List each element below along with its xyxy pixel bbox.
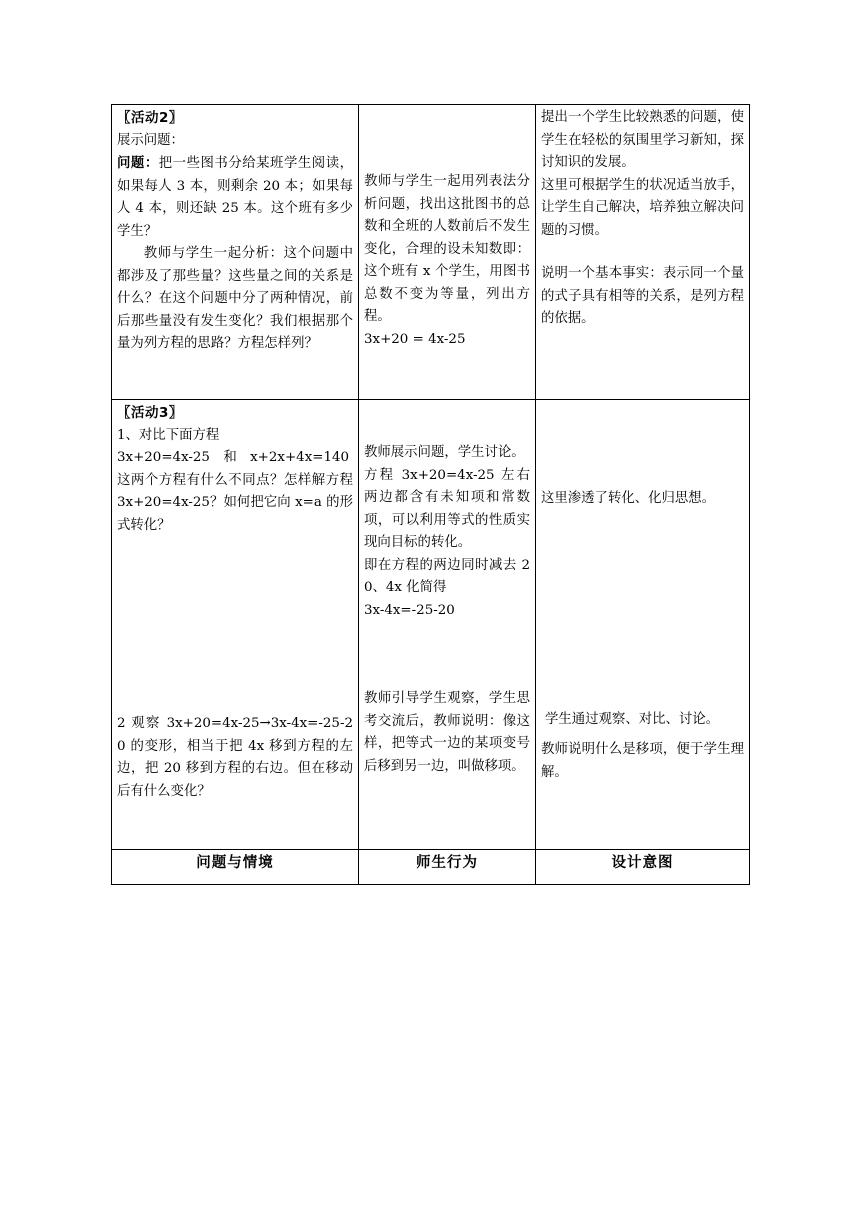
problem-text: 把一些图书分给某班学生阅读，如果每人 3 本，则剩余 20 本；如果每人 4 本，则还缺 25 本。这个班有多少学生？ [117,156,354,239]
cell-teacher-student-action [359,105,536,400]
action-paragraph-1: 教师展示问题，学生讨论。 [364,445,525,460]
header-teacher-student-action: 师生行为 [359,850,536,885]
cell-teacher-student-action [359,400,536,850]
equation-text: 3x+20 = 4x-25 [364,331,466,347]
header-design-intent: 设计意图 [536,850,750,885]
cell-design-intent [536,400,750,850]
intent-paragraph-3: 说明一个基本事实：表示同一个量的式子具有相等的关系，是列方程的依据。 [541,266,744,326]
table-row-activity-3 [112,400,750,850]
table-row-activity-2 [112,105,750,400]
intent-paragraph-2: 学生通过观察、对比、讨论。 [545,711,720,727]
activity-heading: 〖活动3〗 [117,405,183,421]
action-paragraph-3: 即在方程的两边同时减去 20、4x 化简得 [364,557,530,595]
intro-text: 展示问题： [117,132,184,148]
item1-title: 1、对比下面方程 [117,427,220,443]
intent-paragraph-1: 提出一个学生比较熟悉的问题，使学生在轻松的氛围里学习新知，探讨知识的发展。 [541,110,744,170]
cell-problem-situation [112,105,359,400]
item2-paragraph: 2 观察 3x+20=4x-25→3x-4x=-25-20 的变形，相当于把 4x 移到方程的左边，把 20 移到方程的右边。但在移动后有什么变化？ [117,716,353,799]
lesson-plan-table [111,104,750,885]
item1-question: 这两个方程有什么不同点？怎样解方程 3x+20=4x-25？如何把它向 x=a 的形式转化？ [117,472,353,533]
action-paragraph-2: 方程 3x+20=4x-25 左右两边都含有未知项和常数项，可以利用等式的性质实现向目标的转化。 [364,467,530,550]
result-equation: 3x-4x=-25-20 [364,602,455,618]
cell-problem-situation [112,400,359,850]
header-problem-situation: 问题与情境 [112,850,359,885]
intent-paragraph-1: 这里渗透了转化、化归思想。 [541,491,716,506]
problem-label: 问题： [117,155,159,171]
intent-paragraph-3: 教师说明什么是移项，便于学生理解。 [541,742,744,780]
cell-design-intent [536,105,750,400]
action-paragraph: 教师与学生一起用列表法分析问题，找出这批图书的总数和全班的人数前后不发生变化，合理的设未知数即：这个班有 x 个学生，用图书总数不变为等量，列出方程。 [364,174,530,324]
table-header-row [112,850,750,885]
item1-equations: 3x+20=4x-25 和 x+2x+4x=140 [117,450,350,465]
intent-paragraph-2: 这里可根据学生的状况适当放手，让学生自己解决，培养独立解决问题的习惯。 [541,177,744,238]
problem-paragraph [117,152,353,243]
analysis-paragraph: 教师与学生一起分析：这个问题中都涉及了那些量？这些量之间的关系是什么？在这个问题中分了两种情况，前后那些量没有发生变化？我们根据那个量为列方程的思路？方程怎样列？ [117,246,353,351]
action-paragraph-5: 教师引导学生观察，学生思考交流后，教师说明：像这样，把等式一边的某项变号后移到另一边，叫做移项。 [364,691,530,774]
activity-heading: 〖活动2〗 [117,110,183,126]
